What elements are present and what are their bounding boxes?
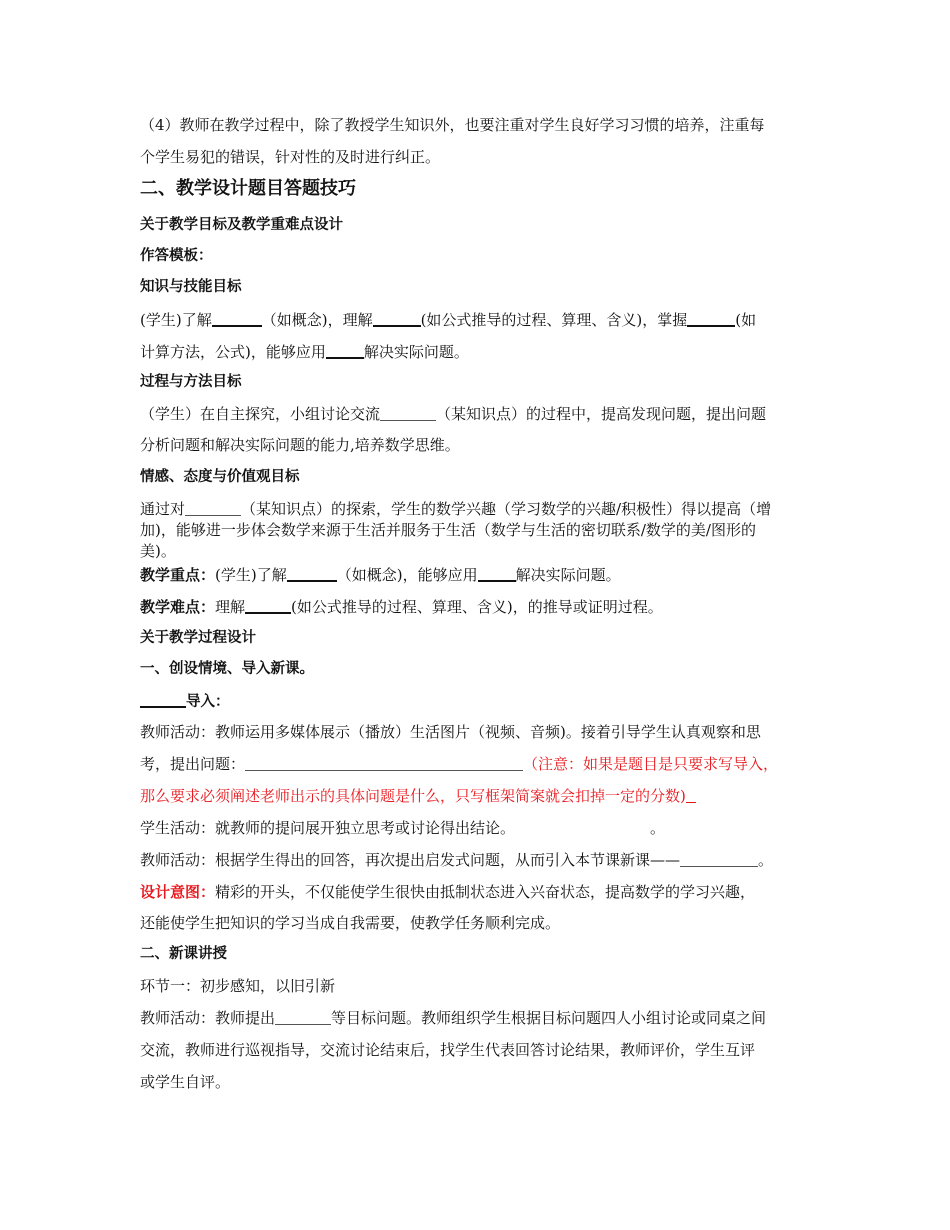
blank bbox=[185, 499, 241, 516]
subheading: 二、新课讲授 bbox=[140, 946, 227, 962]
subheading: 知识与技能目标 bbox=[140, 279, 242, 295]
paragraph-line: 教学难点：理解 (如公式推导的过程、算理、含义)，的推导或证明过程。 bbox=[140, 598, 663, 616]
blank bbox=[326, 341, 364, 359]
subheading: 关于教学过程设计 bbox=[140, 630, 256, 646]
paragraph-line: 学生活动：就教师的提问展开独立思考或讨论得出结论。 。 bbox=[140, 819, 666, 837]
paragraph-line: 分析问题和解决实际问题的能力,培养数学思维。 bbox=[140, 436, 460, 454]
paragraph-line: 教师活动：根据学生得出的回答，再次提出启发式问题，从而引入本节课新课—— 。 bbox=[140, 851, 774, 869]
paragraph-line: 加)，能够进一步体会数学来源于生活并服务于生活（数学与生活的密切联系/数学的美/图形的 bbox=[140, 521, 756, 539]
paragraph-line: 还能使学生把知识的学习当成自我需要，使教学任务顺利完成。 bbox=[140, 914, 561, 932]
paragraph-line: 计算方法，公式)，能够应用 解决实际问题。 bbox=[140, 343, 469, 361]
blank bbox=[245, 754, 523, 771]
paragraph-line: 考，提出问题： （注意：如果是题目是只要求写导入， bbox=[140, 755, 779, 773]
paragraph-line: 通过对 （某知识点）的探索，学生的数学兴趣（学习数学的兴趣/积极性）得以提高（增 bbox=[140, 500, 772, 518]
subheading: 一、创设情境、导入新课。 bbox=[140, 661, 314, 677]
section-heading: 二、教学设计题目答题技巧 bbox=[140, 178, 356, 199]
paragraph-line: 美)。 bbox=[140, 542, 176, 560]
blank bbox=[680, 850, 758, 867]
blank bbox=[275, 1008, 331, 1025]
blank bbox=[373, 309, 421, 327]
blank bbox=[687, 309, 735, 327]
blank bbox=[478, 564, 516, 582]
blank bbox=[140, 690, 186, 708]
blank bbox=[686, 786, 696, 803]
paragraph-line: 设计意图：精彩的开头，不仅能使学生很快由抵制状态进入兴奋状态，提高数学的学习兴趣， bbox=[140, 883, 756, 901]
paragraph-line: 教师活动：教师运用多媒体展示（播放）生活图片（视频、音频)。接着引导学生认真观察和思 bbox=[140, 723, 761, 741]
paragraph-line: 交流，教师进行巡视指导，交流讨论结束后，找学生代表回答讨论结果，教师评价，学生互评 bbox=[140, 1041, 756, 1059]
paragraph-line: 个学生易犯的错误，针对性的及时进行纠正。 bbox=[140, 148, 441, 166]
subheading: 作答模板： bbox=[140, 248, 213, 264]
subheading: 过程与方法目标 bbox=[140, 374, 242, 390]
subheading: 情感、态度与价值观目标 bbox=[140, 469, 300, 485]
blank bbox=[287, 564, 337, 582]
blank bbox=[212, 309, 262, 327]
subheading: 关于教学目标及教学重难点设计 bbox=[140, 217, 343, 233]
paragraph-line: 教学重点：(学生)了解 （如概念)，能够应用 解决实际问题。 bbox=[140, 566, 621, 584]
blank bbox=[245, 596, 291, 614]
blank bbox=[380, 404, 436, 421]
paragraph-line: 教师活动：教师提出 等目标问题。教师组织学生根据目标问题四人小组讨论或同桌之间 bbox=[140, 1009, 767, 1027]
paragraph-line: 或学生自评。 bbox=[140, 1073, 231, 1091]
paragraph-line: （学生）在自主探究，小组讨论交流 （某知识点）的过程中，提高发现问题，提出问题 bbox=[140, 405, 767, 423]
paragraph-line: 环节一：初步感知，以旧引新 bbox=[140, 977, 336, 995]
paragraph-line: （4）教师在教学过程中，除了教授学生知识外，也要注重对学生良好学习习惯的培养，注重每 bbox=[140, 116, 765, 134]
subheading: 导入： bbox=[140, 690, 820, 712]
paragraph-line: 那么要求必须阐述老师出示的具体问题是什么，只写框架简案就会扣掉一定的分数) bbox=[140, 786, 820, 806]
paragraph-line: (学生)了解 （如概念)，理解 (如公式推导的过程、算理、含义)，掌握 (如 bbox=[140, 311, 757, 329]
